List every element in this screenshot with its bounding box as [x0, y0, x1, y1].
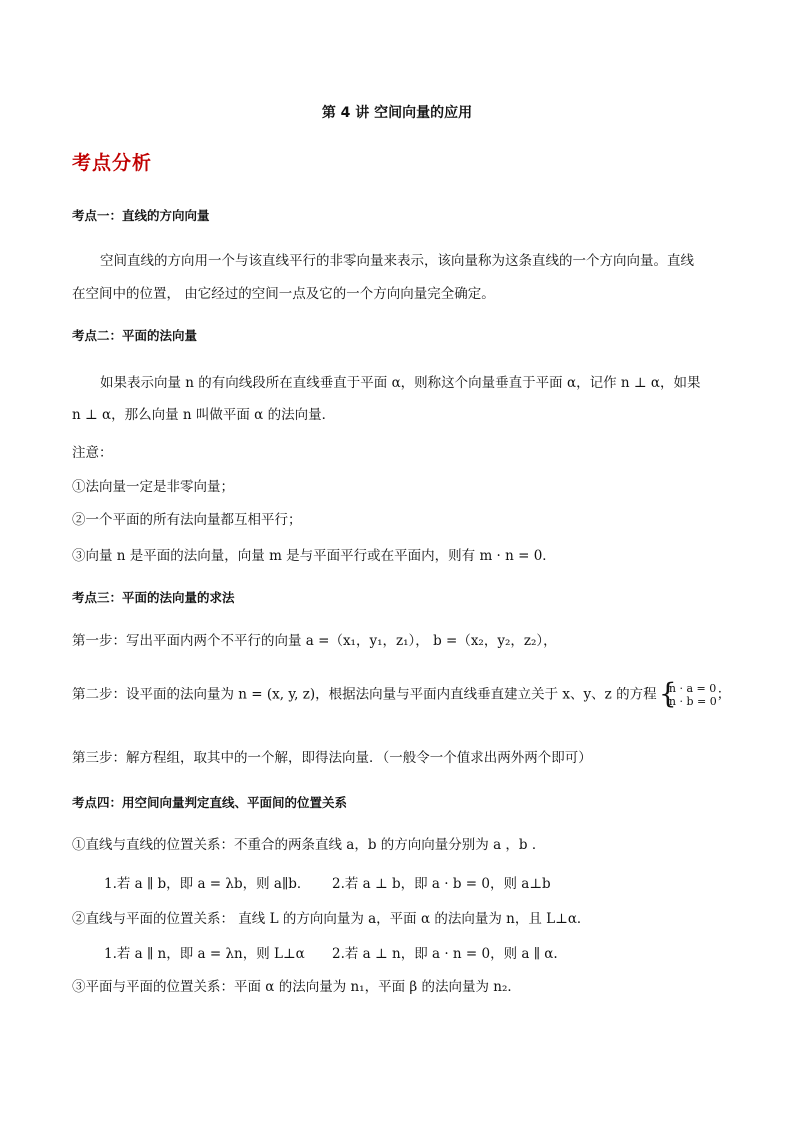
step-2-semicolon: ； [716, 686, 731, 703]
relation-2: ②直线与平面的位置关系： 直线 L 的方向向量为 a，平面 α 的法向量为 n，且 L⊥α． [72, 911, 591, 927]
topic-1-para-line-1: 空间直线的方向用一个与该直线平行的非零向量来表示，该向量称为这条直线的一个方向向量。直线 [100, 253, 694, 269]
relation-2-case-1: 1.若 a ∥ n，即 a = λn，则 L⊥α [104, 946, 305, 962]
step-3: 第三步：解方程组，取其中的一个解，即得法向量．（一般令一个值求出两外两个即可） [72, 750, 592, 766]
relation-1: ①直线与直线的位置关系：不重合的两条直线 a，b 的方向向量分别为 a ，b ． [72, 837, 546, 853]
topic-2-para-line-1: 如果表示向量 n 的有向线段所在直线垂直于平面 α，则称这个向量垂直于平面 α，记作 n ⊥ α，如果 [100, 375, 701, 391]
note-item-3: ③向量 n 是平面的法向量，向量 m 是与平面平行或在平面内，则有 m · n = 0． [72, 548, 556, 564]
equation-system [661, 682, 717, 708]
topic-2-para-line-2: n ⊥ α，那么向量 n 叫做平面 α 的法向量． [72, 407, 336, 423]
relation-1-case-2: 2.若 a ⊥ b，即 a · b = 0，则 a⊥b [332, 876, 551, 892]
equation-1: { n · a = 0 [668, 682, 717, 695]
step-2 [72, 682, 730, 708]
note-item-2: ②一个平面的所有法向量都互相平行； [72, 512, 302, 528]
relation-2-case-2: 2.若 a ⊥ n，即 a · n = 0，则 a ∥ α. [332, 946, 558, 962]
note-label: 注意： [72, 445, 113, 461]
topic-2-heading: 考点二：平面的法向量 [72, 328, 198, 343]
relation-3: ③平面与平面的位置关系：平面 α 的法向量为 n₁，平面 β 的法向量为 n₂． [72, 979, 521, 995]
topic-3-heading: 考点三：平面的法向量的求法 [72, 590, 235, 605]
relation-1-case-1: 1.若 a ∥ b，即 a = λb，则 a∥b． [104, 876, 311, 892]
topic-1-heading: 考点一：直线的方向向量 [72, 208, 210, 223]
page-title: 第 4 讲 空间向量的应用 [321, 105, 473, 121]
note-item-1: ①法向量一定是非零向量； [72, 479, 234, 495]
topic-4-heading: 考点四：用空间向量判定直线、平面间的位置关系 [72, 795, 348, 810]
step-1: 第一步：写出平面内两个不平行的向量 a =（x₁，y₁，z₁）， b =（x₂，y₂，z₂）， [72, 633, 557, 649]
step-2-text: 第二步：设平面的法向量为 n = (x, y, z)，根据法向量与平面内直线垂直建立关于 x、y、z 的方程 [72, 686, 657, 703]
section-heading: 考点分析 [72, 152, 153, 174]
topic-1-para-line-2: 在空间中的位置， 由它经过的空间一点及它的一个方向向量完全确定。 [72, 286, 495, 302]
equation-2: n · b = 0 [668, 695, 717, 708]
